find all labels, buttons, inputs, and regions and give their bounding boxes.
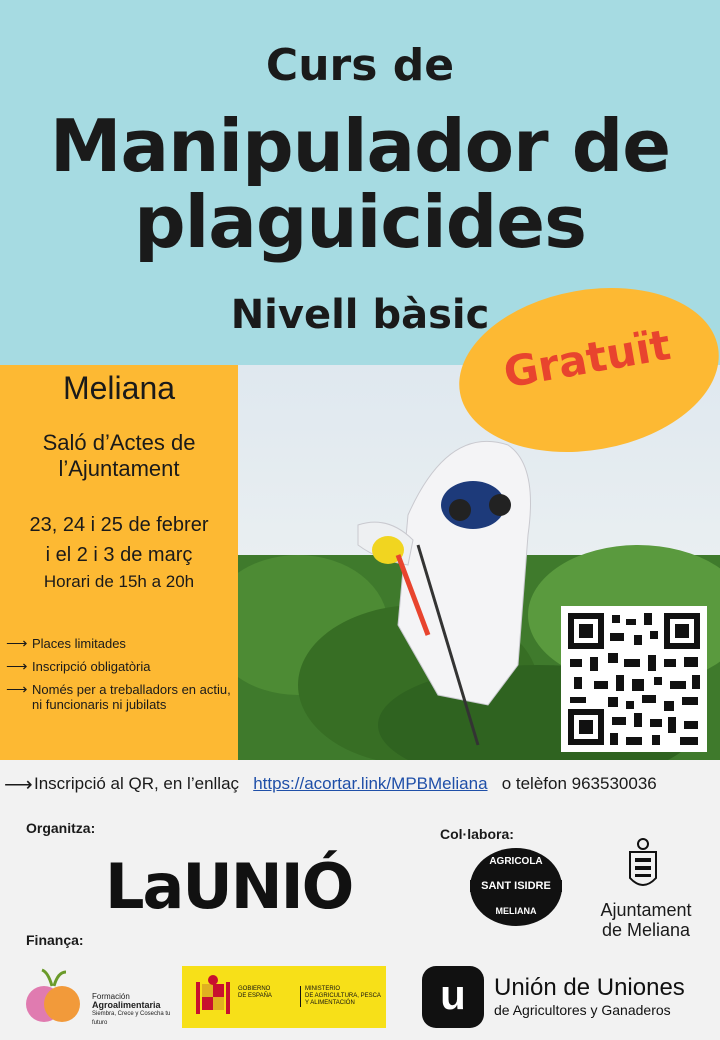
organizer-label: Organitza:: [26, 820, 96, 836]
note-item: [6, 636, 234, 651]
gobierno-text: [238, 986, 272, 1000]
ajuntament-line1: Ajuntament: [600, 900, 692, 920]
sant-isidre-bottom: MELIANA: [495, 906, 537, 916]
venue: [0, 430, 238, 482]
ministerio-line2: DE AGRICULTURA, PESCA: [305, 993, 381, 999]
uu-name: Unión de Uniones: [494, 974, 685, 1001]
formacion-line1: Formación: [92, 992, 130, 1001]
union-de-uniones-logo: [422, 966, 702, 1028]
sant-isidre-logo: [470, 848, 562, 926]
registration-link[interactable]: https://acortar.link/MPBMeliana: [253, 774, 488, 793]
note-text: Places limitades: [32, 636, 126, 651]
meliana-crest-icon: [626, 838, 660, 892]
gobierno-line2: DE ESPAÑA: [238, 993, 272, 999]
ajuntament-logo: [590, 900, 702, 940]
faces-icon: [22, 966, 86, 1030]
arrow-right-icon: ⟶: [4, 774, 33, 796]
launio-logo: LaUNIÓ: [105, 850, 353, 923]
sant-isidre-name: SANT ISIDRE: [470, 880, 562, 892]
ministerio-line1: MINISTERIO: [305, 986, 341, 992]
registration-text: [34, 774, 657, 794]
uu-subtitle: de Agricultores y Ganaderos: [494, 1002, 671, 1018]
funding-label: Finança:: [26, 932, 84, 948]
ajuntament-line2: de Meliana: [601, 920, 691, 940]
formacion-text: [92, 992, 172, 1028]
venue-line2: l’Ajuntament: [58, 456, 180, 481]
note-item: [6, 682, 234, 712]
course-title: [0, 104, 720, 264]
course-title-line1: Manipulador de: [49, 104, 671, 188]
course-prefix: Curs de: [265, 40, 455, 91]
coat-of-arms-icon: [194, 974, 232, 1020]
gobierno-espana-logo: [182, 966, 386, 1028]
schedule-hours: Horari de 15h a 20h: [43, 572, 195, 591]
qr-code-icon: [564, 609, 704, 749]
ministerio-line3: Y ALIMENTACIÓN: [305, 1000, 355, 1006]
registration-phone: o telèfon 963530036: [501, 774, 657, 793]
sant-isidre-top: AGRICOLA: [489, 856, 543, 867]
dates-line2: i el 2 i 3 de març: [45, 544, 193, 566]
arrow-right-icon: ⟶: [6, 681, 28, 698]
registration-qr-code[interactable]: [561, 606, 707, 752]
note-item: [6, 659, 234, 674]
gobierno-line1: GOBIERNO: [238, 986, 271, 992]
formacion-line2: Agroalimentaria: [92, 1000, 161, 1010]
uu-icon: u: [422, 966, 484, 1028]
free-badge-text: Gratuït: [500, 319, 674, 398]
venue-line1: Saló d’Actes de: [42, 430, 196, 455]
formacion-line3: Siembra, Crece y Cosecha tu futuro: [92, 1011, 171, 1026]
arrow-right-icon: ⟶: [6, 635, 28, 652]
course-dates: [0, 510, 238, 570]
collaborator-label: Col·labora:: [440, 826, 514, 842]
dates-line1: 23, 24 i 25 de febrer: [29, 514, 209, 536]
course-title-line2: plaguicides: [134, 180, 586, 264]
registration-prefix: Inscripció al QR, en l’enllaç: [34, 774, 240, 793]
ministerio-text: [300, 986, 381, 1007]
note-text: Només per a treballadors en actiu, ni funcionaris ni jubilats: [32, 682, 231, 712]
notes-list: [6, 636, 234, 720]
formacion-agroalimentaria-logo: [22, 966, 172, 1030]
course-level: Nivell bàsic: [230, 292, 490, 338]
town-name: Meliana: [62, 370, 176, 406]
arrow-right-icon: ⟶: [6, 658, 28, 675]
note-text: Inscripció obligatòria: [32, 659, 151, 674]
